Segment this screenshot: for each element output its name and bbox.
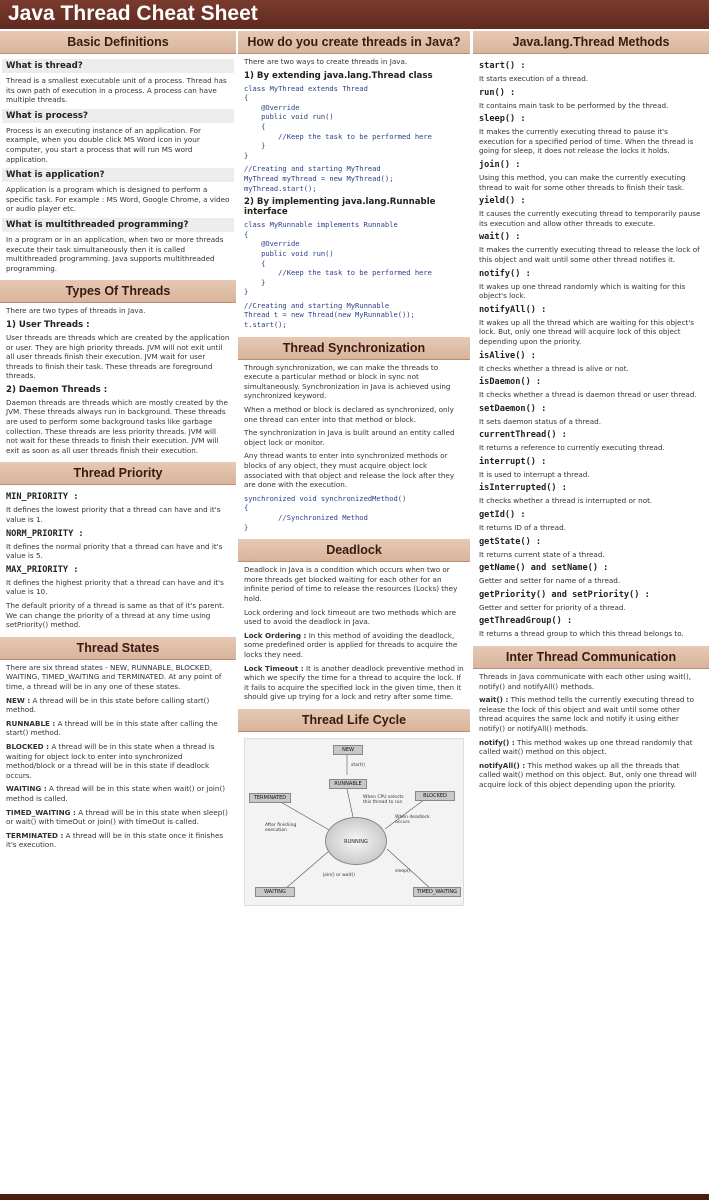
inter-term: wait() : — [479, 695, 509, 705]
code-block: synchronized void synchronizedMethod() { //Synchronized Method } — [244, 493, 407, 532]
method-name: isInterrupted() : — [479, 483, 567, 494]
state-term: NEW : — [6, 695, 31, 705]
state-timed-waiting-node: TIMED_WAITING — [413, 887, 461, 897]
state-term: TERMINATED : — [6, 830, 64, 840]
section-heading-deadlock: Deadlock — [238, 539, 470, 562]
state-running-node: RUNNING — [325, 817, 387, 865]
method-desc: It is used to interrupt a thread. — [479, 469, 590, 479]
answer: Process is an executing instance of an application. For example, when you double click MS Word icon in your computer, you start a process that will run MS word application. — [6, 125, 201, 164]
method-desc: It returns ID of a thread. — [479, 523, 566, 533]
state-blocked-node: BLOCKED — [415, 791, 455, 801]
section-heading-priority: Thread Priority — [0, 462, 236, 485]
state-desc: A thread will be in this state before calling start() method. — [6, 695, 210, 715]
method-desc: It contains main task to be performed by the thread. — [479, 100, 669, 110]
state-desc: A thread will be in this state once it finishes it's execution. — [6, 830, 224, 850]
section-heading-types: Types Of Threads — [0, 280, 236, 303]
method-name: getThreadGroup() : — [479, 616, 573, 627]
method-name: sleep() : — [479, 114, 526, 125]
section-heading-states: Thread States — [0, 637, 236, 660]
state-item — [6, 719, 230, 738]
priority-term: MAX_PRIORITY : — [6, 564, 79, 575]
method-name: join() : — [479, 159, 521, 170]
deadlock — [238, 562, 470, 709]
priority-term: MIN_PRIORITY : — [6, 492, 79, 503]
column-left — [0, 31, 236, 1194]
state-runnable-node: RUNNABLE — [329, 779, 367, 789]
start-label: start() — [351, 762, 365, 768]
type-term: 2) Daemon Threads : — [6, 384, 108, 395]
state-desc: A thread will be in this state after calling the start() method. — [6, 718, 218, 738]
deadlock-label: When deadlock occurs — [395, 814, 430, 825]
priority-desc: It defines the normal priority that a thread can have and it's value is 5. — [6, 541, 223, 561]
state-desc: A thread will be in this state when sleep() or wait() with timeOut or join() with timeOut is called. — [6, 807, 228, 827]
section-heading-sync: Thread Synchronization — [238, 337, 470, 360]
types-intro: There are two types of threads in Java. — [6, 306, 146, 316]
section-heading-create: How do you create threads in Java? — [238, 31, 470, 54]
sync-para: Any thread wants to enter into synchronized methods or blocks of any object, they must acquire object lock associated with that object and release the lock after they are done with the execution. — [244, 451, 455, 490]
method-desc: Using this method, you can make the currently executing thread to wait for some other threads to finish their task. — [479, 172, 686, 192]
deadlock-item — [244, 631, 464, 660]
types-of-threads — [0, 303, 236, 462]
method-desc: It causes the currently executing thread to temporarily pause its execution and allow other threads to execute. — [479, 209, 701, 228]
priority-desc: It defines the highest priority that a thread can have and it's value is 10. — [6, 577, 224, 597]
method-name: setDaemon() : — [479, 403, 547, 414]
code-block: //Creating and starting MyThread MyThread myThread = new MyThread(); myThread.start(); — [244, 164, 394, 193]
state-term: RUNNABLE : — [6, 718, 56, 728]
deadlock-para: Lock ordering and lock timeout are two methods which are used to avoid the deadlock in Java. — [244, 607, 457, 627]
method-name: wait() : — [479, 232, 521, 243]
method-heading: 1) By extending java.lang.Thread class — [244, 70, 433, 81]
method-desc: It checks whether a thread is alive or not. — [479, 363, 629, 373]
state-desc: A thread will be in this state when a thread is waiting for object lock to enter into synchronized method/block or a thread will be in this state if deadlock occurs. — [6, 741, 215, 780]
column-right — [473, 31, 709, 1194]
method-heading: 2) By implementing java.lang.Runnable interface — [244, 197, 436, 218]
columns — [0, 31, 709, 1194]
cpu-label: When CPU selects this thread to run — [363, 794, 404, 805]
method-name: getName() and setName() : — [479, 563, 609, 574]
state-waiting-node: WAITING — [255, 887, 295, 897]
answer: In a program or in an application, when two or more threads execute their task simultaneously then it is called multithreaded programming. Java supports multithreaded programming. — [6, 234, 224, 273]
method-name: notifyAll() : — [479, 304, 547, 315]
inter-thread-communication — [473, 669, 709, 797]
thread-methods-list — [473, 54, 709, 646]
inter-item — [479, 761, 703, 790]
section-heading-lifecycle: Thread Life Cycle — [238, 709, 470, 732]
method-name: isAlive() : — [479, 350, 536, 361]
answer: Thread is a smallest executable unit of a process. Thread has its own path of execution in a process. A process can have multiple threads. — [6, 76, 227, 105]
method-name: getPriority() and setPriority() : — [479, 589, 650, 600]
join-wait-label: join() or wait() — [323, 872, 356, 878]
thread-states — [0, 660, 236, 857]
inter-term: notify() : — [479, 737, 515, 747]
question: What is application? — [2, 168, 234, 182]
inter-desc: This method wakes up one thread randomly that called wait() method on this object. — [479, 737, 693, 757]
deadlock-desc: In this method of avoiding the deadlock, some predefined order is applied for threads to acquire the locks they need. — [244, 630, 458, 659]
column-middle — [238, 31, 470, 1194]
sync-para: Through synchronization, we can make the threads to execute a particular method or block in sync not simultaneously. Synchronization in Java is achieved using synchronized keyword. — [244, 362, 451, 401]
state-term: WAITING : — [6, 784, 47, 794]
state-term: BLOCKED : — [6, 741, 50, 751]
state-item — [6, 831, 230, 850]
method-desc: It returns current state of a thread. — [479, 549, 605, 559]
finish-label: After finishing execution — [265, 822, 297, 833]
method-desc: It returns a thread group to which this thread belongs to. — [479, 629, 684, 639]
question: What is thread? — [2, 59, 234, 73]
thread-priority — [0, 485, 236, 636]
page-title: Java Thread Cheat Sheet — [0, 0, 709, 29]
sync-para: The synchronization in Java is built around an entity called object lock or monitor. — [244, 428, 455, 447]
state-item — [6, 808, 230, 827]
state-term: TIMED_WAITING : — [6, 807, 76, 817]
deadlock-para: Deadlock in Java is a condition which occurs when two or more threads get blocked waiting for each other for an infinite period of time to release the resources (Locks) they hold. — [244, 565, 458, 603]
state-item — [6, 696, 230, 715]
thread-synchronization — [238, 360, 470, 540]
deadlock-item — [244, 664, 464, 702]
state-item — [6, 784, 230, 803]
state-item — [6, 742, 230, 780]
type-desc: Daemon threads are threads which are mostly created by the JVM. These threads always run in background. These threads are used to perform some background tasks like garbage collection. These threads are less priority threads. JVM will not wait for these threads to finish their execution. JVM will exit as soon as all user threads finish their execution. — [6, 397, 228, 455]
method-name: currentThread() : — [479, 430, 567, 441]
method-name: start() : — [479, 61, 526, 71]
method-name: getId() : — [479, 510, 526, 521]
method-name: yield() : — [479, 196, 526, 207]
method-desc: It makes the currently executing thread to release the lock of this object and wait until some other thread notifies it. — [479, 245, 700, 264]
basic-definitions — [0, 54, 236, 280]
method-name: notify() : — [479, 268, 531, 279]
inter-intro: Threads in Java communicate with each other using wait(), notify() and notifyAll() methods. — [479, 672, 692, 691]
method-desc: It checks whether a thread is interrupted or not. — [479, 496, 653, 506]
bottom-border — [0, 1194, 709, 1200]
inter-desc: This method tells the currently executing thread to release the lock of this object and wait until some other thread acquires the same lock and notify it using either notify() or notifyAll() methods. — [479, 695, 694, 733]
method-desc: Getter and setter for priority of a thread. — [479, 602, 626, 612]
inter-item — [479, 738, 703, 757]
deadlock-desc: It is another deadlock preventive method in which we specify the time for a thread to acquire the lock. If it fails to acquire the specified lock in the given time, then it should give up trying for a lock and retry after some time. — [244, 663, 464, 702]
method-name: isDaemon() : — [479, 377, 542, 388]
type-desc: User threads are threads which are created by the application or user. They are high priority threads. JVM will not exit until all user threads finish their execution. JVM wait for user threads to finish their task. These threads are foreground threads. — [6, 332, 230, 381]
deadlock-term: Lock Ordering : — [244, 630, 307, 640]
question: What is multithreaded programming? — [2, 218, 234, 232]
answer: Application is a program which is designed to perform a specific task. For example : MS Word, Google Chrome, a video or audio player etc. — [6, 185, 230, 214]
code-block: //Creating and starting MyRunnable Thread t = new Thread(new MyRunnable()); t.start(); — [244, 300, 415, 330]
sleep-label: sleep() — [395, 868, 411, 874]
state-desc: A thread will be in this state when wait() or join() method is called. — [6, 784, 226, 803]
states-intro: There are six thread states - NEW, RUNNABLE, BLOCKED, WAITING, TIMED_WAITING and TERMINATED. At any point of time, a thread will be in any one of these states. — [6, 662, 222, 691]
section-heading-methods: Java.lang.Thread Methods — [473, 31, 709, 54]
inter-desc: This method wakes up all the threads that called wait() method on this object. But, only one thread will acquire lock of this object depending upon the priority. — [479, 760, 697, 789]
method-desc: It checks whether a thread is daemon thread or user thread. — [479, 390, 697, 400]
deadlock-term: Lock Timeout : — [244, 663, 304, 673]
sync-para: When a method or block is declared as synchronized, only one thread can enter into that method or block. — [244, 405, 454, 424]
section-heading-basic: Basic Definitions — [0, 31, 236, 54]
code-block: class MyRunnable implements Runnable { @Override public void run() { //Keep the task to be performed here } } — [244, 220, 432, 297]
method-desc: It sets daemon status of a thread. — [479, 416, 601, 426]
method-desc: It wakes up one thread randomly which is waiting for this object's lock. — [479, 281, 686, 301]
method-name: interrupt() : — [479, 456, 547, 467]
method-desc: It makes the currently executing thread to pause it's execution for a specified period of time. When the thread is going for sleep, it does not release the locks it holds. — [479, 127, 694, 156]
priority-term: NORM_PRIORITY : — [6, 528, 84, 539]
method-desc: It wakes up all the thread which are waiting for this object's lock. But, only one thread will acquire lock of this object depending upon the priority. — [479, 317, 694, 346]
section-heading-inter: Inter Thread Communication — [473, 646, 709, 669]
code-block: class MyThread extends Thread { @Override public void run() { //Keep the task to be performed here } } — [244, 83, 432, 160]
question: What is process? — [2, 109, 234, 123]
type-term: 1) User Threads : — [6, 319, 90, 330]
state-terminated-node: TERMINATED — [249, 793, 291, 803]
priority-desc: It defines the lowest priority that a thread can have and it's value is 1. — [6, 505, 221, 525]
method-desc: Getter and setter for name of a thread. — [479, 576, 621, 586]
method-name: run() : — [479, 87, 516, 98]
state-new-node: NEW — [333, 745, 363, 755]
method-desc: It starts execution of a thread. — [479, 74, 589, 83]
create-threads — [238, 54, 470, 337]
inter-item — [479, 695, 703, 733]
method-name: getState() : — [479, 536, 542, 547]
lifecycle-diagram — [244, 738, 464, 906]
priority-note: The default priority of a thread is same as that of it's parent. We can change the priority of a thread at any time using setPriority() method. — [6, 601, 225, 630]
inter-term: notifyAll() : — [479, 760, 526, 770]
create-intro: There are two ways to create threads in Java. — [244, 57, 408, 66]
method-desc: It returns a reference to currently executing thread. — [479, 443, 665, 453]
